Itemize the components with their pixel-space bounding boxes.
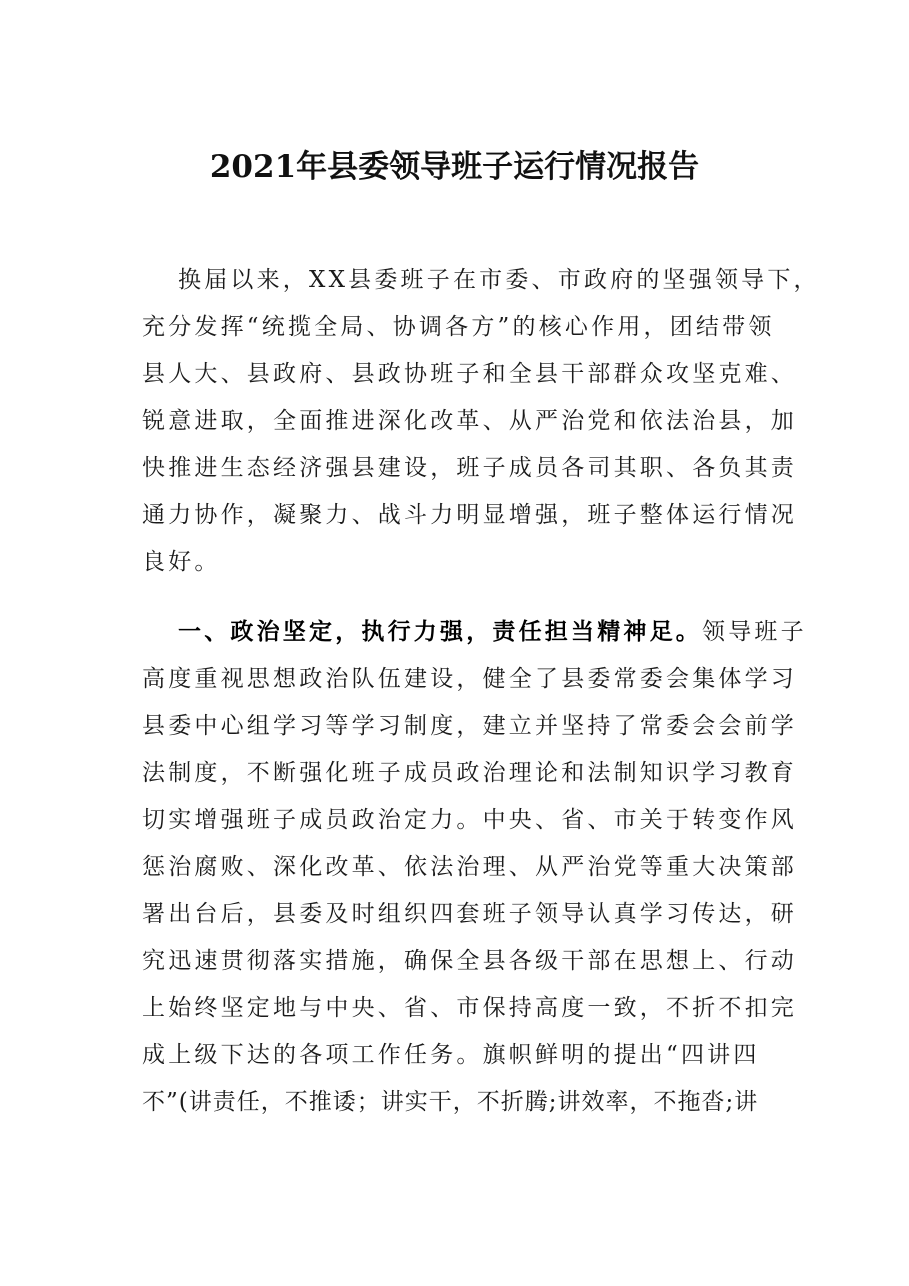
paragraph-line: 法制度，不断强化班子成员政治理论和法制知识学习教育: [142, 760, 797, 786]
paragraph-line: 成上级下达的各项工作任务。旗帜鲜明的提出“四讲四: [142, 1042, 760, 1068]
paragraph-line: 切实增强班子成员政治定力。中央、省、市关于转变作风: [142, 807, 797, 833]
paragraph-line: 究迅速贯彻落实措施，确保全县各级干部在思想上、行动: [142, 948, 797, 974]
paragraph-line: 充分发挥“统揽全局、协调各方”的核心作用，团结带领: [142, 314, 775, 340]
paragraph-line: 署出台后，县委及时组织四套班子领导认真学习传达，研: [142, 901, 797, 927]
paragraph-line: 惩治腐败、深化改革、依法治理、从严治党等重大决策部: [142, 854, 797, 880]
paragraph-line: 快推进生态经济强县建设，班子成员各司其职、各负其责: [142, 455, 797, 481]
section-heading-line: [178, 612, 807, 652]
document-title: 2021年县委领导班子运行情况报告: [209, 149, 700, 185]
paragraph-line: 不”(讲责任，不推诿；讲实干，不折腾;讲效率，不拖沓;讲: [142, 1089, 759, 1115]
paragraph-line: 县委中心组学习等学习制度，建立并坚持了常委会会前学: [142, 713, 797, 739]
section-heading: 一、政治坚定，执行力强，责任担当精神足。: [178, 618, 702, 645]
section-heading-rest: 领导班子: [702, 619, 807, 645]
paragraph-line: 县人大、县政府、县政协班子和全县干部群众攻坚克难、: [142, 361, 797, 387]
paragraph-line: 锐意进取，全面推进深化改革、从严治党和依法治县，加: [142, 408, 797, 434]
paragraph-line: 换届以来，XX县委班子在市委、市政府的坚强领导下，: [178, 267, 820, 293]
paragraph-line: 高度重视思想政治队伍建设，健全了县委常委会集体学习: [142, 666, 797, 692]
paragraph-line: 良好。: [142, 549, 221, 575]
paragraph-line: 通力协作，凝聚力、战斗力明显增强，班子整体运行情况: [142, 502, 797, 528]
paragraph-line: 上始终坚定地与中央、省、市保持高度一致，不折不扣完: [142, 995, 797, 1021]
